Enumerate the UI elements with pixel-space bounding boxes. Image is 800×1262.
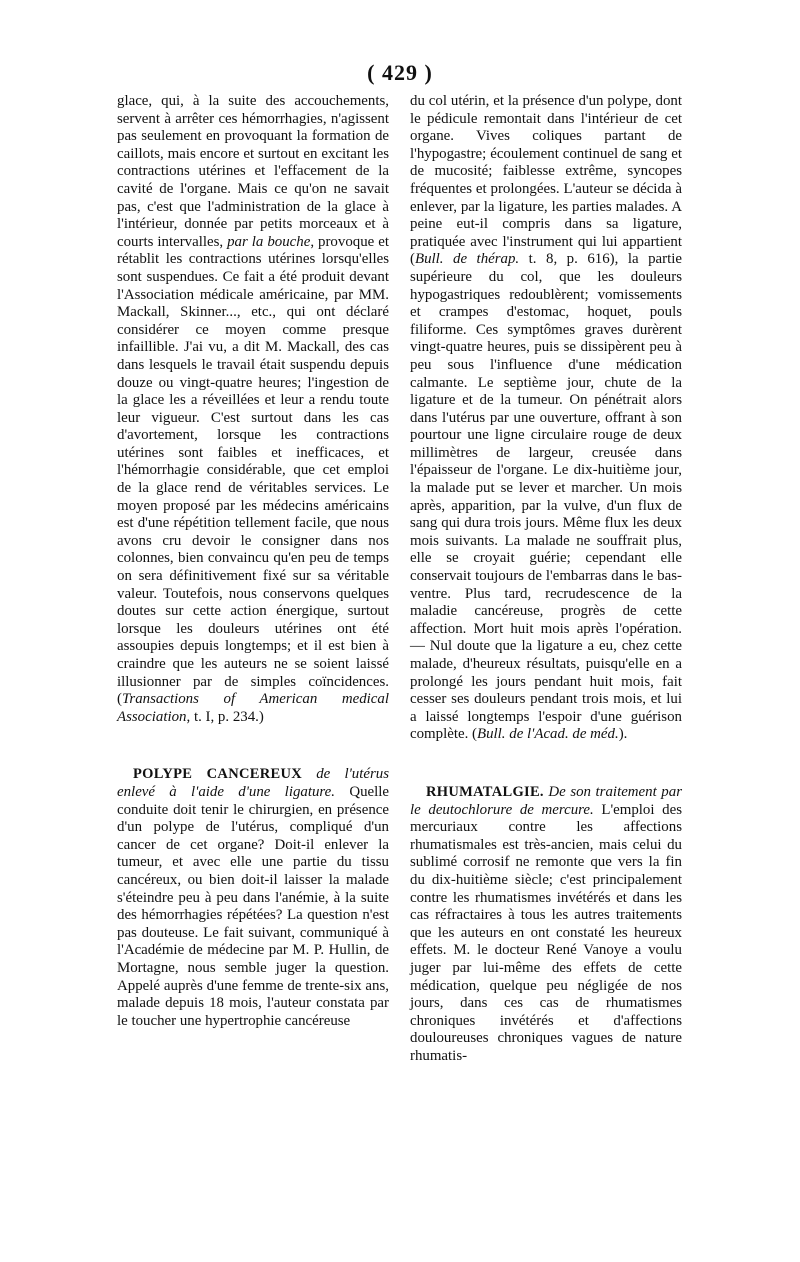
left-column: [117, 93, 389, 1030]
article-subtitle: De son traitement par le deutochlorure de mercure.: [410, 783, 682, 818]
paragraph-text: ).: [618, 726, 628, 743]
paragraph-text: du col utérin, et la présence d'un polype, dont le pédicule remontait dans l'intérieur de cet organe. Vives coliques partant de l'hypogastre; écoulement continuel de sang et de mucosité; faiblesse extrême, syncopes fréquentes et prolongées. L'auteur se décida à enlever, par la ligature, les parties malades. A peine eut-il compris dans sa ligature, pratiquée avec l'instrument qui lui appartient (: [410, 93, 682, 268]
article-headline: RHUMATALGIE.: [426, 783, 544, 800]
right-column: [410, 93, 682, 1065]
source-citation: Bull. de thérap.: [414, 251, 520, 268]
paragraph-text: , t. I, p. 234.): [186, 708, 264, 725]
page-number: ( 429 ): [367, 60, 433, 85]
paragraph-text: , provoque et rétablit les contractions utérines lorsqu'elles sont suspendues. Ce fait a été produit devant l'Association médicale américaine, par MM. Mackall, Skinner..., etc., qui ont déclaré considérer ce moyen comme presque infaillible. J'ai vu, a dit M. Mackall, des cas dans lesquels le travail était suspendu depuis douze ou vingt-quatre heures; l'ingestion de la glace les a réveillées et leur a rendu toute leur vigueur. C'est surtout dans les cas d'avortement, lorsque les contractions utérines sont faibles et inefficaces, et l'hémorrhagie considérable, que cet emploi de la glace rend de véritables services. Le moyen proposé par les médecins américains est d'une répétition tellement facile, que nous avons cru devoir le consigner dans nos colonnes, bien convaincu qu'en peu de temps on sera définitivement fixé sur sa véritable valeur. Toutefois, nous conservons quelques doutes sur cette action énergique, surtout lorsque les douleurs utérines ont été assoupies depuis longtemps; et il est bien à craindre que les auteurs ne se soient laissé illusionner par de simples coïncidences. (: [117, 233, 389, 708]
article-subtitle: de l'utérus enlevé à l'aide d'une ligature.: [117, 766, 389, 800]
article-body: L'emploi des mercuriaux contre les affections rhumatismales est très-ancien, mais celui du sublimé corrosif ne remonte que vers la fin du dix-huitième siècle; c'est principalement contre les rhumatismes invétérés et dans les cas réfractaires à tous les autres traitements que les auteurs en ont constaté les heureux effets. M. le docteur René Vanoye a voulu juger par lui-même des effets de cette médication, quelque peu négligée de nos jours, dans ces cas de rhumatismes chroniques invétérés et d'affections douloureuses chroniques vagues de nature rhumatis-: [410, 801, 682, 1064]
article-headline: POLYPE CANCEREUX: [133, 766, 303, 783]
source-citation: Transactions of American medical Association: [117, 691, 389, 725]
article-body: Quelle conduite doit tenir le chirurgien, en présence d'un polype de l'utérus, compliqué d'un cancer de cet organe? Doit-il enlever la tumeur, et avec elle une partie du tissu cancéreux, ou bien doit-il laisser la malade s'éteindre peu à peu dans l'anémie, à la suite des hémorrhagies répétées? La question n'est pas douteuse. Le fait suivant, communiqué à l'Académie de médecine par M. P. Hullin, de Mortagne, nous semble juger la question. Appelé auprès d'une femme de trente-six ans, malade depuis 18 mois, l'auteur constata par le toucher une hypertrophie cancéreuse: [117, 783, 390, 1029]
paragraph-italic-text: par la bouche: [227, 233, 311, 250]
paragraph-text: glace, qui, à la suite des accouchements, servent à arrêter ces hémorrhagies, n'agissent pas seulement en provoquant la formation de caillots, mais encore et surtout en excitant les contractions utérines et l'effacement de la cavité de l'organe. Mais ce qu'on ne savait pas, c'est que l'administration de la glace à l'intérieur, donnée par petits morceaux et à courts intervalles,: [117, 93, 389, 250]
paragraph-text: t. 8, p. 616), la partie supérieure du col, que les douleurs hypogastriques redoublèrent; vomissements et crampes d'estomac, hoquet, pouls filiforme. Ces symptômes graves durèrent vingt-quatre heures, puis se dissipèrent peu à peu sous l'influence d'une médication calmante. Le septième jour, chute de la ligature et de la tumeur. On pénétrait alors dans l'utérus par une ouverture, offrant à son pourtour une ligne circulaire rouge de deux millimètres de largeur, creusée dans l'épaisseur de l'organe. Le dix-huitième jour, la malade put se lever et marcher. Un mois après, apparition, par la vulve, d'un flux de sang qui dura trois jours. Même flux les deux mois suivants. La malade ne souffrait plus, elle se croyait guérie; cependant elle conservait toujours de l'embarras dans le bas-ventre. Plus tard, recrudescence de la maladie cancéreuse, progrès de cette affection. Mort huit mois après l'opération. — Nul doute que la ligature a eu, chez cette malade, d'heureux résultats, puisqu'elle en a prolongé les jours pendant huit mois, fait cesser ses douleurs pendant trois mois, et lui a laissé longtemps l'espoir d'une guérison complète. (: [410, 251, 682, 743]
article-polype-cancereux: [117, 766, 389, 1030]
ice-uterine-contractions-paragraph: [117, 93, 389, 726]
source-citation: Bull. de l'Acad. de méd.: [476, 726, 619, 743]
article-rhumatalgie: [410, 784, 682, 1066]
polype-case-paragraph: [410, 93, 682, 744]
